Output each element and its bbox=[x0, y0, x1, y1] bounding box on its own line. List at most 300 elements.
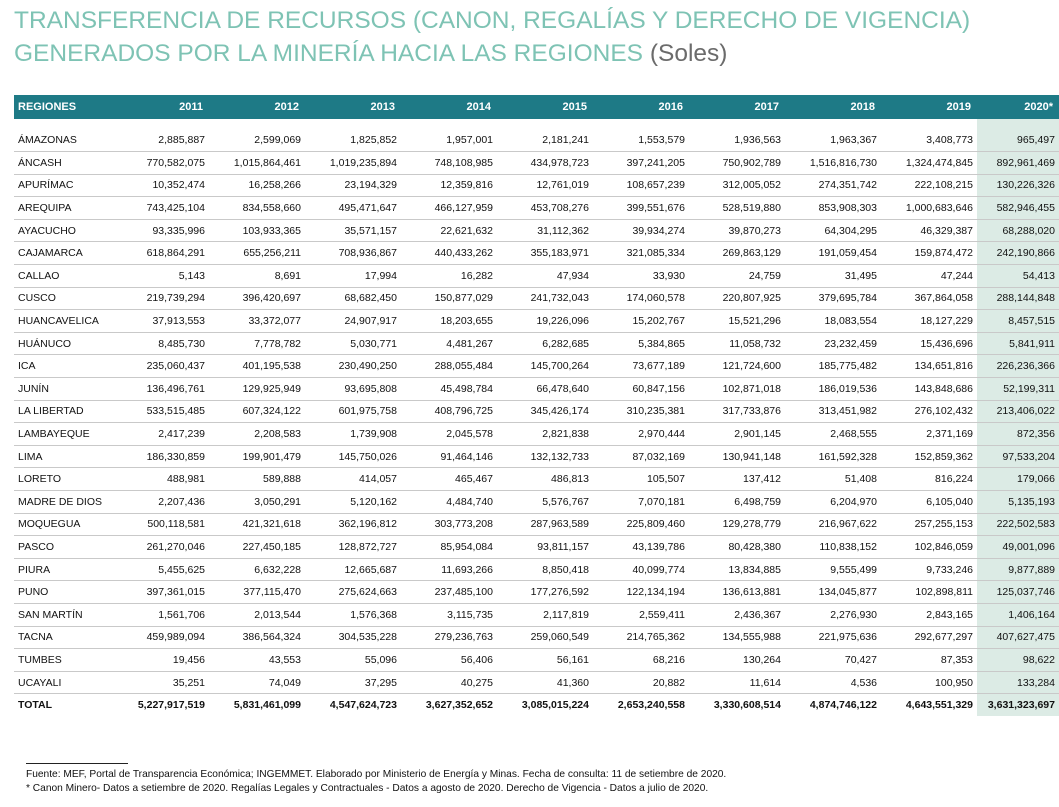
value-cell: 110,838,152 bbox=[785, 536, 881, 559]
value-cell: 93,811,157 bbox=[497, 536, 593, 559]
value-cell: 15,436,696 bbox=[881, 332, 977, 355]
value-cell: 317,733,876 bbox=[689, 400, 785, 423]
value-cell: 143,848,686 bbox=[881, 378, 977, 401]
value-cell: 9,555,499 bbox=[785, 558, 881, 581]
value-cell: 618,864,291 bbox=[113, 242, 209, 265]
value-cell: 1,324,474,845 bbox=[881, 152, 977, 175]
value-cell: 121,724,600 bbox=[689, 355, 785, 378]
table-row bbox=[14, 423, 1059, 446]
value-cell: 47,244 bbox=[881, 265, 977, 288]
value-cell: 24,907,917 bbox=[305, 310, 401, 333]
value-cell: 199,901,479 bbox=[209, 445, 305, 468]
value-cell: 2,559,411 bbox=[593, 603, 689, 626]
value-cell: 54,413 bbox=[977, 265, 1059, 288]
value-cell: 2,885,887 bbox=[113, 129, 209, 152]
value-cell: 241,732,043 bbox=[497, 287, 593, 310]
region-name-cell: MOQUEGUA bbox=[14, 513, 113, 536]
value-cell: 434,978,723 bbox=[497, 152, 593, 175]
value-cell: 159,874,472 bbox=[881, 242, 977, 265]
value-cell: 102,846,059 bbox=[881, 536, 977, 559]
value-cell: 5,841,911 bbox=[977, 332, 1059, 355]
region-name-cell: PUNO bbox=[14, 581, 113, 604]
table-row bbox=[14, 603, 1059, 626]
value-cell: 16,258,266 bbox=[209, 174, 305, 197]
value-cell: 12,359,816 bbox=[401, 174, 497, 197]
value-cell: 3,408,773 bbox=[881, 129, 977, 152]
value-cell: 134,045,877 bbox=[785, 581, 881, 604]
value-cell: 601,975,758 bbox=[305, 400, 401, 423]
table-row bbox=[14, 378, 1059, 401]
value-cell: 37,295 bbox=[305, 671, 401, 694]
value-cell: 2,371,169 bbox=[881, 423, 977, 446]
value-cell: 834,558,660 bbox=[209, 197, 305, 220]
value-cell: 129,925,949 bbox=[209, 378, 305, 401]
value-cell: 219,739,294 bbox=[113, 287, 209, 310]
value-cell: 528,519,880 bbox=[689, 197, 785, 220]
value-cell: 43,553 bbox=[209, 649, 305, 672]
value-cell: 45,498,784 bbox=[401, 378, 497, 401]
value-cell: 2,653,240,558 bbox=[593, 694, 689, 717]
value-cell: 6,632,228 bbox=[209, 558, 305, 581]
table-row bbox=[14, 355, 1059, 378]
value-cell: 227,450,185 bbox=[209, 536, 305, 559]
value-cell: 161,592,328 bbox=[785, 445, 881, 468]
region-name-cell: PASCO bbox=[14, 536, 113, 559]
value-cell: 68,216 bbox=[593, 649, 689, 672]
table-row bbox=[14, 265, 1059, 288]
value-cell: 33,372,077 bbox=[209, 310, 305, 333]
region-name-cell: CAJAMARCA bbox=[14, 242, 113, 265]
value-cell: 2,436,367 bbox=[689, 603, 785, 626]
value-cell: 5,143 bbox=[113, 265, 209, 288]
column-header-year: 2020* bbox=[1024, 101, 1053, 113]
region-name-cell: UCAYALI bbox=[14, 671, 113, 694]
value-cell: 275,624,663 bbox=[305, 581, 401, 604]
value-cell: 15,202,767 bbox=[593, 310, 689, 333]
value-cell: 87,032,169 bbox=[593, 445, 689, 468]
value-cell: 55,096 bbox=[305, 649, 401, 672]
region-name-cell: AREQUIPA bbox=[14, 197, 113, 220]
value-cell: 47,934 bbox=[497, 265, 593, 288]
value-cell: 6,282,685 bbox=[497, 332, 593, 355]
value-cell: 1,406,164 bbox=[977, 603, 1059, 626]
value-cell: 2,970,444 bbox=[593, 423, 689, 446]
table-row bbox=[14, 468, 1059, 491]
value-cell: 22,621,632 bbox=[401, 219, 497, 242]
value-cell: 743,425,104 bbox=[113, 197, 209, 220]
column-header-year: 2018 bbox=[850, 101, 875, 113]
value-cell: 214,765,362 bbox=[593, 626, 689, 649]
value-cell: 5,135,193 bbox=[977, 491, 1059, 514]
value-cell: 18,083,554 bbox=[785, 310, 881, 333]
value-cell: 1,553,579 bbox=[593, 129, 689, 152]
value-cell: 312,005,052 bbox=[689, 174, 785, 197]
value-cell: 407,627,475 bbox=[977, 626, 1059, 649]
value-cell: 7,778,782 bbox=[209, 332, 305, 355]
region-name-cell: APURÍMAC bbox=[14, 174, 113, 197]
value-cell: 74,049 bbox=[209, 671, 305, 694]
value-cell: 892,961,469 bbox=[977, 152, 1059, 175]
value-cell: 56,406 bbox=[401, 649, 497, 672]
value-cell: 60,847,156 bbox=[593, 378, 689, 401]
value-cell: 70,427 bbox=[785, 649, 881, 672]
value-cell: 9,877,889 bbox=[977, 558, 1059, 581]
value-cell: 33,930 bbox=[593, 265, 689, 288]
value-cell: 708,936,867 bbox=[305, 242, 401, 265]
value-cell: 397,361,015 bbox=[113, 581, 209, 604]
column-header-year: 2011 bbox=[179, 101, 203, 113]
value-cell: 136,613,881 bbox=[689, 581, 785, 604]
value-cell: 2,276,930 bbox=[785, 603, 881, 626]
value-cell: 220,807,925 bbox=[689, 287, 785, 310]
value-cell: 8,691 bbox=[209, 265, 305, 288]
value-cell: 5,227,917,519 bbox=[113, 694, 209, 717]
value-cell: 51,408 bbox=[785, 468, 881, 491]
column-header-year: 2016 bbox=[658, 101, 683, 113]
value-cell: 533,515,485 bbox=[113, 400, 209, 423]
footnote-note: * Canon Minero- Datos a setiembre de 2020. Regalías Legales y Contractuales - Datos a agosto de 2020. Derecho de Vigencia - Datos a julio de 2020. bbox=[26, 783, 709, 794]
region-name-cell: HUANCAVELICA bbox=[14, 310, 113, 333]
value-cell: 440,433,262 bbox=[401, 242, 497, 265]
value-cell: 186,019,536 bbox=[785, 378, 881, 401]
value-cell: 1,739,908 bbox=[305, 423, 401, 446]
table-header-row bbox=[14, 95, 1059, 119]
title-line-2 bbox=[14, 37, 984, 70]
region-name-cell: TOTAL bbox=[14, 694, 113, 717]
value-cell: 11,614 bbox=[689, 671, 785, 694]
region-name-cell: PIURA bbox=[14, 558, 113, 581]
value-cell: 396,420,697 bbox=[209, 287, 305, 310]
table-row bbox=[14, 332, 1059, 355]
value-cell: 257,255,153 bbox=[881, 513, 977, 536]
value-cell: 872,356 bbox=[977, 423, 1059, 446]
column-header-regiones: REGIONES bbox=[18, 101, 77, 113]
region-name-cell: TUMBES bbox=[14, 649, 113, 672]
value-cell: 31,112,362 bbox=[497, 219, 593, 242]
value-cell: 1,957,001 bbox=[401, 129, 497, 152]
value-cell: 2,181,241 bbox=[497, 129, 593, 152]
value-cell: 179,066 bbox=[977, 468, 1059, 491]
value-cell: 39,934,274 bbox=[593, 219, 689, 242]
region-name-cell: CALLAO bbox=[14, 265, 113, 288]
value-cell: 303,773,208 bbox=[401, 513, 497, 536]
value-cell: 19,226,096 bbox=[497, 310, 593, 333]
value-cell: 3,115,735 bbox=[401, 603, 497, 626]
value-cell: 242,190,866 bbox=[977, 242, 1059, 265]
value-cell: 2,901,145 bbox=[689, 423, 785, 446]
value-cell: 225,809,460 bbox=[593, 513, 689, 536]
value-cell: 304,535,228 bbox=[305, 626, 401, 649]
value-cell: 367,864,058 bbox=[881, 287, 977, 310]
value-cell: 2,013,544 bbox=[209, 603, 305, 626]
value-cell: 488,981 bbox=[113, 468, 209, 491]
table-row bbox=[14, 513, 1059, 536]
value-cell: 68,288,020 bbox=[977, 219, 1059, 242]
value-cell: 31,495 bbox=[785, 265, 881, 288]
value-cell: 43,139,786 bbox=[593, 536, 689, 559]
value-cell: 259,060,549 bbox=[497, 626, 593, 649]
value-cell: 1,000,683,646 bbox=[881, 197, 977, 220]
region-name-cell: JUNÍN bbox=[14, 378, 113, 401]
value-cell: 40,099,774 bbox=[593, 558, 689, 581]
title-line-1: TRANSFERENCIA DE RECURSOS (CANON, REGALÍAS Y DERECHO DE VIGENCIA) bbox=[14, 7, 971, 34]
value-cell: 2,208,583 bbox=[209, 423, 305, 446]
value-cell: 20,882 bbox=[593, 671, 689, 694]
value-cell: 186,330,859 bbox=[113, 445, 209, 468]
value-cell: 130,941,148 bbox=[689, 445, 785, 468]
region-name-cell: LAMBAYEQUE bbox=[14, 423, 113, 446]
table-row bbox=[14, 445, 1059, 468]
region-name-cell: AYACUCHO bbox=[14, 219, 113, 242]
value-cell: 408,796,725 bbox=[401, 400, 497, 423]
value-cell: 1,825,852 bbox=[305, 129, 401, 152]
value-cell: 19,456 bbox=[113, 649, 209, 672]
region-name-cell: HUÁNUCO bbox=[14, 332, 113, 355]
region-name-cell: ÁNCASH bbox=[14, 152, 113, 175]
value-cell: 5,030,771 bbox=[305, 332, 401, 355]
footnote-divider bbox=[26, 763, 128, 764]
value-cell: 770,582,075 bbox=[113, 152, 209, 175]
table-row bbox=[14, 671, 1059, 694]
table-row bbox=[14, 536, 1059, 559]
value-cell: 16,282 bbox=[401, 265, 497, 288]
column-header-year: 2013 bbox=[370, 101, 395, 113]
region-name-cell: ÁMAZONAS bbox=[14, 129, 113, 152]
value-cell: 122,134,194 bbox=[593, 581, 689, 604]
value-cell: 4,481,267 bbox=[401, 332, 497, 355]
value-cell: 313,451,982 bbox=[785, 400, 881, 423]
value-cell: 3,631,323,697 bbox=[977, 694, 1059, 717]
value-cell: 145,700,264 bbox=[497, 355, 593, 378]
value-cell: 235,060,437 bbox=[113, 355, 209, 378]
value-cell: 8,485,730 bbox=[113, 332, 209, 355]
value-cell: 97,533,204 bbox=[977, 445, 1059, 468]
region-name-cell: SAN MARTÍN bbox=[14, 603, 113, 626]
table-row bbox=[14, 197, 1059, 220]
value-cell: 39,870,273 bbox=[689, 219, 785, 242]
column-header-year: 2012 bbox=[274, 101, 299, 113]
value-cell: 226,236,366 bbox=[977, 355, 1059, 378]
value-cell: 386,564,324 bbox=[209, 626, 305, 649]
value-cell: 18,127,229 bbox=[881, 310, 977, 333]
table-row bbox=[14, 152, 1059, 175]
value-cell: 2,468,555 bbox=[785, 423, 881, 446]
value-cell: 15,521,296 bbox=[689, 310, 785, 333]
table-row bbox=[14, 626, 1059, 649]
value-cell: 105,507 bbox=[593, 468, 689, 491]
value-cell: 11,693,266 bbox=[401, 558, 497, 581]
value-cell: 5,576,767 bbox=[497, 491, 593, 514]
value-cell: 3,050,291 bbox=[209, 491, 305, 514]
value-cell: 41,360 bbox=[497, 671, 593, 694]
document-title bbox=[14, 4, 984, 70]
value-cell: 66,478,640 bbox=[497, 378, 593, 401]
region-name-cell: LA LIBERTAD bbox=[14, 400, 113, 423]
value-cell: 607,324,122 bbox=[209, 400, 305, 423]
region-name-cell: TACNA bbox=[14, 626, 113, 649]
column-header-year: 2014 bbox=[466, 101, 491, 113]
table-row bbox=[14, 649, 1059, 672]
value-cell: 136,496,761 bbox=[113, 378, 209, 401]
table-row bbox=[14, 174, 1059, 197]
value-cell: 5,831,461,099 bbox=[209, 694, 305, 717]
value-cell: 6,204,970 bbox=[785, 491, 881, 514]
value-cell: 11,058,732 bbox=[689, 332, 785, 355]
value-cell: 130,264 bbox=[689, 649, 785, 672]
value-cell: 8,457,515 bbox=[977, 310, 1059, 333]
value-cell: 12,665,687 bbox=[305, 558, 401, 581]
value-cell: 287,963,589 bbox=[497, 513, 593, 536]
value-cell: 222,108,215 bbox=[881, 174, 977, 197]
table-row bbox=[14, 558, 1059, 581]
table-row bbox=[14, 491, 1059, 514]
value-cell: 216,967,622 bbox=[785, 513, 881, 536]
value-cell: 23,194,329 bbox=[305, 174, 401, 197]
value-cell: 362,196,812 bbox=[305, 513, 401, 536]
value-cell: 853,908,303 bbox=[785, 197, 881, 220]
value-cell: 80,428,380 bbox=[689, 536, 785, 559]
value-cell: 150,877,029 bbox=[401, 287, 497, 310]
value-cell: 17,994 bbox=[305, 265, 401, 288]
column-header-year: 2019 bbox=[946, 101, 971, 113]
value-cell: 24,759 bbox=[689, 265, 785, 288]
value-cell: 321,085,334 bbox=[593, 242, 689, 265]
value-cell: 292,677,297 bbox=[881, 626, 977, 649]
value-cell: 8,850,418 bbox=[497, 558, 593, 581]
value-cell: 345,426,174 bbox=[497, 400, 593, 423]
value-cell: 495,471,647 bbox=[305, 197, 401, 220]
value-cell: 466,127,959 bbox=[401, 197, 497, 220]
value-cell: 185,775,482 bbox=[785, 355, 881, 378]
value-cell: 129,278,779 bbox=[689, 513, 785, 536]
value-cell: 93,335,996 bbox=[113, 219, 209, 242]
table-row bbox=[14, 242, 1059, 265]
total-row bbox=[14, 694, 1059, 717]
value-cell: 102,898,811 bbox=[881, 581, 977, 604]
value-cell: 4,484,740 bbox=[401, 491, 497, 514]
value-cell: 2,599,069 bbox=[209, 129, 305, 152]
value-cell: 1,516,816,730 bbox=[785, 152, 881, 175]
value-cell: 87,353 bbox=[881, 649, 977, 672]
value-cell: 397,241,205 bbox=[593, 152, 689, 175]
region-name-cell: MADRE DE DIOS bbox=[14, 491, 113, 514]
region-name-cell: ICA bbox=[14, 355, 113, 378]
value-cell: 279,236,763 bbox=[401, 626, 497, 649]
value-cell: 5,384,865 bbox=[593, 332, 689, 355]
value-cell: 1,019,235,894 bbox=[305, 152, 401, 175]
value-cell: 174,060,578 bbox=[593, 287, 689, 310]
value-cell: 2,207,436 bbox=[113, 491, 209, 514]
value-cell: 3,330,608,514 bbox=[689, 694, 785, 717]
value-cell: 965,497 bbox=[977, 129, 1059, 152]
value-cell: 4,547,624,723 bbox=[305, 694, 401, 717]
value-cell: 459,989,094 bbox=[113, 626, 209, 649]
value-cell: 35,251 bbox=[113, 671, 209, 694]
value-cell: 582,946,455 bbox=[977, 197, 1059, 220]
value-cell: 500,118,581 bbox=[113, 513, 209, 536]
transfers-table bbox=[14, 95, 1059, 716]
value-cell: 93,695,808 bbox=[305, 378, 401, 401]
value-cell: 191,059,454 bbox=[785, 242, 881, 265]
value-cell: 9,733,246 bbox=[881, 558, 977, 581]
value-cell: 1,936,563 bbox=[689, 129, 785, 152]
value-cell: 133,284 bbox=[977, 671, 1059, 694]
value-cell: 98,622 bbox=[977, 649, 1059, 672]
value-cell: 750,902,789 bbox=[689, 152, 785, 175]
footnote-source: Fuente: MEF, Portal de Transparencia Económica; INGEMMET. Elaborado por Ministerio de Energía y Minas. Fecha de consulta: 11 de setiembre de 2020. bbox=[26, 769, 727, 780]
value-cell: 1,561,706 bbox=[113, 603, 209, 626]
value-cell: 453,708,276 bbox=[497, 197, 593, 220]
value-cell: 486,813 bbox=[497, 468, 593, 491]
value-cell: 46,329,387 bbox=[881, 219, 977, 242]
value-cell: 2,117,819 bbox=[497, 603, 593, 626]
value-cell: 64,304,295 bbox=[785, 219, 881, 242]
value-cell: 288,144,848 bbox=[977, 287, 1059, 310]
value-cell: 5,120,162 bbox=[305, 491, 401, 514]
value-cell: 13,834,885 bbox=[689, 558, 785, 581]
value-cell: 5,455,625 bbox=[113, 558, 209, 581]
value-cell: 310,235,381 bbox=[593, 400, 689, 423]
value-cell: 414,057 bbox=[305, 468, 401, 491]
value-cell: 18,203,655 bbox=[401, 310, 497, 333]
value-cell: 2,821,838 bbox=[497, 423, 593, 446]
value-cell: 102,871,018 bbox=[689, 378, 785, 401]
value-cell: 1,015,864,461 bbox=[209, 152, 305, 175]
value-cell: 355,183,971 bbox=[497, 242, 593, 265]
title-unit: (Soles) bbox=[649, 40, 728, 67]
value-cell: 152,859,362 bbox=[881, 445, 977, 468]
column-header-year: 2017 bbox=[754, 101, 779, 113]
value-cell: 1,576,368 bbox=[305, 603, 401, 626]
value-cell: 37,913,553 bbox=[113, 310, 209, 333]
value-cell: 261,270,046 bbox=[113, 536, 209, 559]
region-name-cell: LIMA bbox=[14, 445, 113, 468]
value-cell: 108,657,239 bbox=[593, 174, 689, 197]
value-cell: 12,761,019 bbox=[497, 174, 593, 197]
value-cell: 213,406,022 bbox=[977, 400, 1059, 423]
value-cell: 103,933,365 bbox=[209, 219, 305, 242]
value-cell: 465,467 bbox=[401, 468, 497, 491]
value-cell: 4,643,551,329 bbox=[881, 694, 977, 717]
value-cell: 6,498,759 bbox=[689, 491, 785, 514]
value-cell: 379,695,784 bbox=[785, 287, 881, 310]
value-cell: 4,874,746,122 bbox=[785, 694, 881, 717]
spacer-row bbox=[14, 119, 1059, 129]
value-cell: 230,490,250 bbox=[305, 355, 401, 378]
value-cell: 52,199,311 bbox=[977, 378, 1059, 401]
value-cell: 3,085,015,224 bbox=[497, 694, 593, 717]
value-cell: 222,502,583 bbox=[977, 513, 1059, 536]
value-cell: 10,352,474 bbox=[113, 174, 209, 197]
value-cell: 655,256,211 bbox=[209, 242, 305, 265]
table-row bbox=[14, 581, 1059, 604]
value-cell: 276,102,432 bbox=[881, 400, 977, 423]
value-cell: 132,132,733 bbox=[497, 445, 593, 468]
region-name-cell: CUSCO bbox=[14, 287, 113, 310]
value-cell: 23,232,459 bbox=[785, 332, 881, 355]
value-cell: 145,750,026 bbox=[305, 445, 401, 468]
value-cell: 4,536 bbox=[785, 671, 881, 694]
value-cell: 7,070,181 bbox=[593, 491, 689, 514]
table-row bbox=[14, 287, 1059, 310]
value-cell: 401,195,538 bbox=[209, 355, 305, 378]
table-row bbox=[14, 219, 1059, 242]
value-cell: 40,275 bbox=[401, 671, 497, 694]
title-line-2-text: GENERADOS POR LA MINERÍA HACIA LAS REGIONES bbox=[14, 40, 644, 67]
value-cell: 221,975,636 bbox=[785, 626, 881, 649]
value-cell: 49,001,096 bbox=[977, 536, 1059, 559]
value-cell: 134,555,988 bbox=[689, 626, 785, 649]
